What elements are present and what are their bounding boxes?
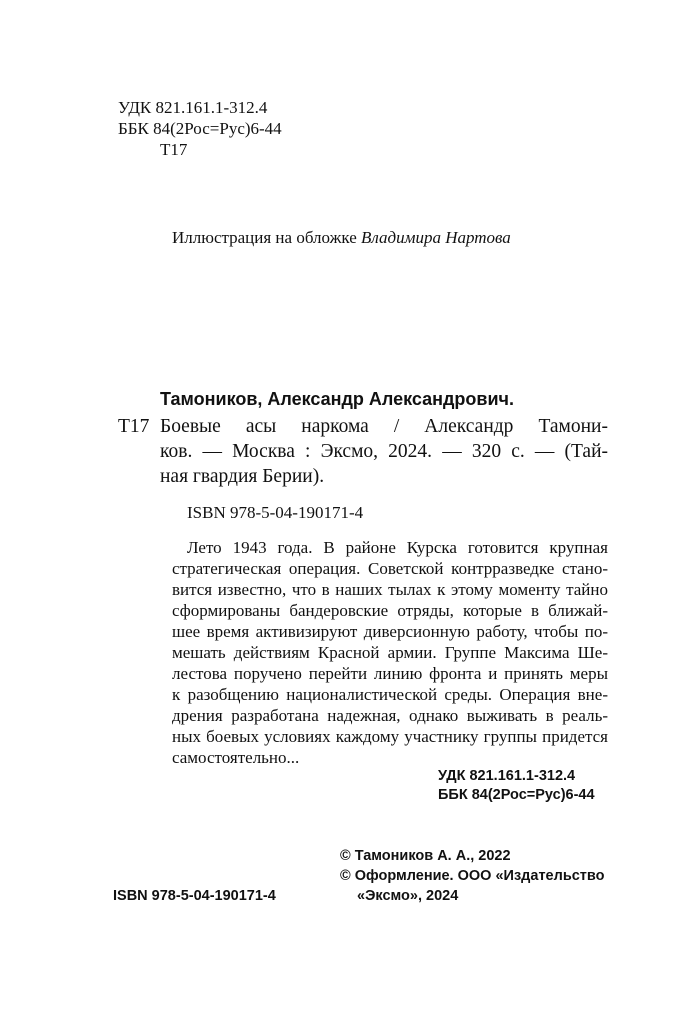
annotation-line: мешать действиям Красной армии. Группе Максима Ше- (172, 643, 608, 662)
annotation-line: ных боевых условиях каждому участнику группы придется (172, 727, 608, 746)
annotation-line: к разобщению националистической среды. Операция вне- (172, 685, 608, 704)
bottom-bbk: ББК 84(2Рос=Рус)6-44 (438, 787, 595, 803)
illustration-artist: Владимира Нартова (361, 228, 511, 247)
entry-line: ков. — Москва : Эксмо, 2024. — 320 с. — (Тай- (160, 441, 608, 462)
illustration-prefix: Иллюстрация на обложке (172, 228, 361, 247)
annotation-line: вится известно, что в наших тылах к этому моменту тайно (172, 580, 608, 599)
bottom-udk: УДК 821.161.1-312.4 (438, 768, 576, 784)
annotation (187, 537, 608, 558)
entry-description (160, 414, 608, 489)
annotation-body (172, 558, 608, 768)
entry-isbn: ISBN 978-5-04-190171-4 (187, 503, 364, 522)
bottom-isbn: ISBN 978-5-04-190171-4 (113, 888, 276, 904)
entry-line: ная гвардия Берии). (160, 466, 325, 487)
annotation-line: самостоятельно... (172, 748, 300, 767)
annotation-line: лестова поручено перейти линию фронта и принять меры (172, 664, 608, 683)
top-bbk: ББК 84(2Рос=Рус)6-44 (118, 119, 282, 138)
top-author-mark: Т17 (160, 140, 188, 159)
annotation-line: шее время активизируют диверсионную работу, чтобы по- (172, 622, 608, 641)
copyright-author: © Тамоников А. А., 2022 (340, 848, 511, 864)
author-heading: Тамоников, Александр Александрович. (160, 389, 515, 409)
annotation-line: сформированы бандеровские отряды, которые в ближай- (172, 601, 608, 620)
annotation-line: Лето 1943 года. В районе Курска готовится крупная (187, 538, 608, 557)
illustration-credit (172, 227, 511, 248)
annotation-line: стратегическая операция. Советской контрразведке стано- (172, 559, 608, 578)
entry-line: Боевые асы наркома / Александр Тамони- (160, 416, 608, 437)
entry-mark: Т17 (118, 416, 150, 437)
copyright-publisher: «Эксмо», 2024 (357, 888, 459, 904)
copyright-design: © Оформление. ООО «Издательство (340, 868, 605, 884)
top-udk: УДК 821.161.1-312.4 (118, 98, 268, 117)
annotation-line: дрения разработана надежная, однако выживать в реаль- (172, 706, 608, 725)
